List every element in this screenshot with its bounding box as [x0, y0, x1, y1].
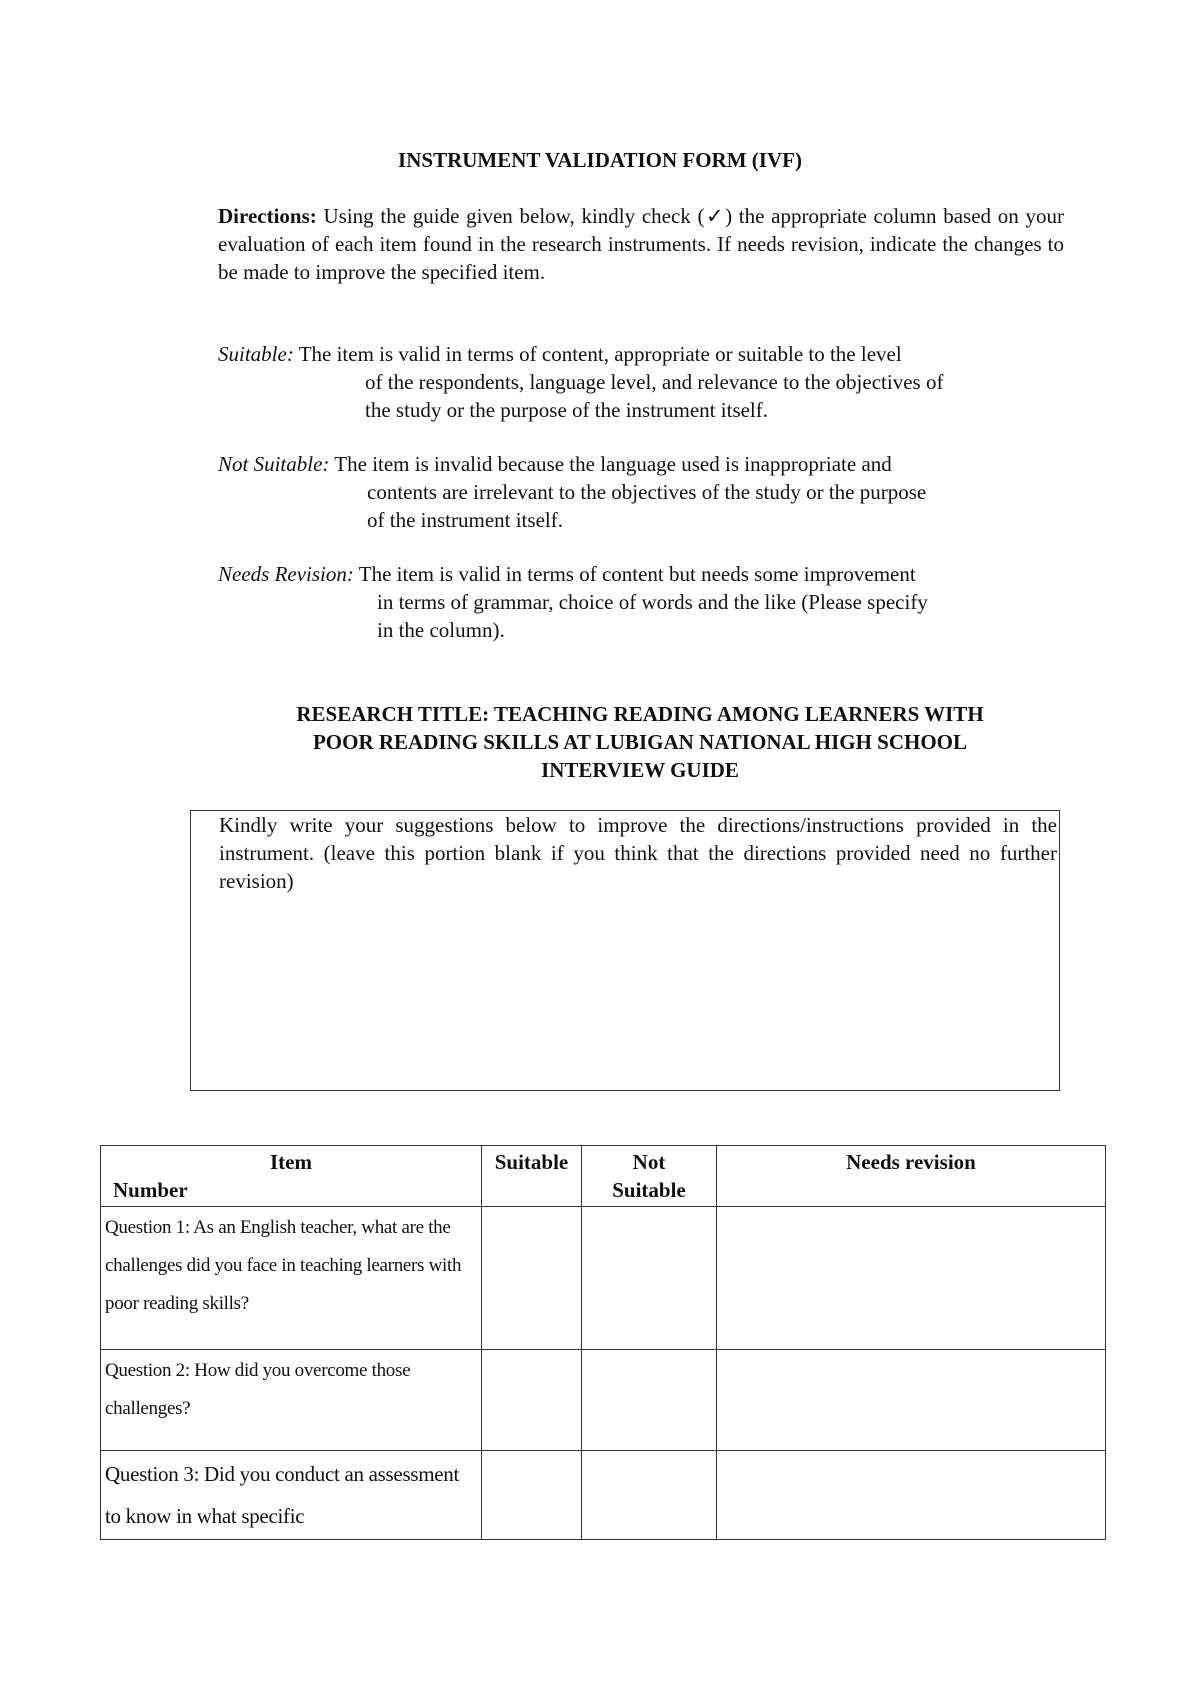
suggestions-prompt: Kindly write your suggestions below to improve the directions/instructions provided in the instrument. (leave this portion blank if you think that the directions provided need no further revision): [219, 813, 1057, 893]
definition-line: of the respondents, language level, and relevance to the objectives of: [365, 370, 944, 394]
research-title-line: INTERVIEW GUIDE: [541, 758, 739, 782]
directions-paragraph: [218, 202, 1064, 286]
table-row: [101, 1451, 1106, 1540]
definition-line: of the instrument itself.: [367, 508, 563, 532]
research-title-line: POOR READING SKILLS AT LUBIGAN NATIONAL HIGH SCHOOL: [312, 730, 968, 754]
suitable-cell[interactable]: [482, 1451, 582, 1540]
directions-text: Using the guide given below, kindly check (✓) the appropriate column based on your evaluation of each item found in the research instruments. If needs revision, indicate the changes to be made to improve the specified item.: [218, 204, 1064, 284]
page-title: INSTRUMENT VALIDATION FORM (IVF): [398, 148, 802, 172]
question-cell: Question 1: As an English teacher, what are the challenges did you face in teaching learners with poor reading skills?: [101, 1207, 482, 1350]
table-row: [101, 1350, 1106, 1451]
not-suitable-cell[interactable]: [582, 1451, 717, 1540]
definition-term: Suitable:: [218, 342, 294, 366]
header-suitable: Suitable: [482, 1146, 582, 1207]
directions-label: Directions:: [218, 204, 317, 228]
definition-line: the study or the purpose of the instrument itself.: [365, 398, 769, 422]
definition-line: The item is valid in terms of content, appropriate or suitable to the level: [293, 342, 902, 366]
definition-line: The item is invalid because the language used is inappropriate and: [329, 452, 892, 476]
definition-suitable: [218, 340, 943, 424]
definition-line: The item is valid in terms of content but needs some improvement: [353, 562, 916, 586]
definition-line: contents are irrelevant to the objectives of the study or the purpose: [367, 480, 927, 504]
header-needs-revision: Needs revision: [717, 1146, 1106, 1207]
validation-table: [100, 1145, 1106, 1540]
needs-revision-cell[interactable]: [717, 1451, 1106, 1540]
header-item-number: Item Number: [101, 1146, 482, 1207]
table-header-row: [101, 1146, 1106, 1207]
needs-revision-cell[interactable]: [717, 1207, 1106, 1350]
definition-needs-revision: [218, 560, 928, 644]
definition-term: Needs Revision:: [218, 562, 354, 586]
definition-line: in terms of grammar, choice of words and the like (Please specify: [377, 590, 928, 614]
question-cell: Question 2: How did you overcome those challenges?: [101, 1350, 482, 1451]
needs-revision-cell[interactable]: [717, 1350, 1106, 1451]
not-suitable-cell[interactable]: [582, 1207, 717, 1350]
definition-term: Not Suitable:: [218, 452, 330, 476]
header-not-suitable: Not Suitable: [582, 1146, 717, 1207]
question-cell: Question 3: Did you conduct an assessment to know in what specific: [101, 1451, 482, 1540]
suggestions-box[interactable]: [190, 810, 1060, 1091]
research-title-line: RESEARCH TITLE: TEACHING READING AMONG LEARNERS WITH: [296, 702, 984, 726]
research-title: [200, 700, 1080, 784]
not-suitable-cell[interactable]: [582, 1350, 717, 1451]
definition-line: in the column).: [377, 618, 505, 642]
definition-not-suitable: [218, 450, 926, 534]
suitable-cell[interactable]: [482, 1207, 582, 1350]
table-row: [101, 1207, 1106, 1350]
suitable-cell[interactable]: [482, 1350, 582, 1451]
